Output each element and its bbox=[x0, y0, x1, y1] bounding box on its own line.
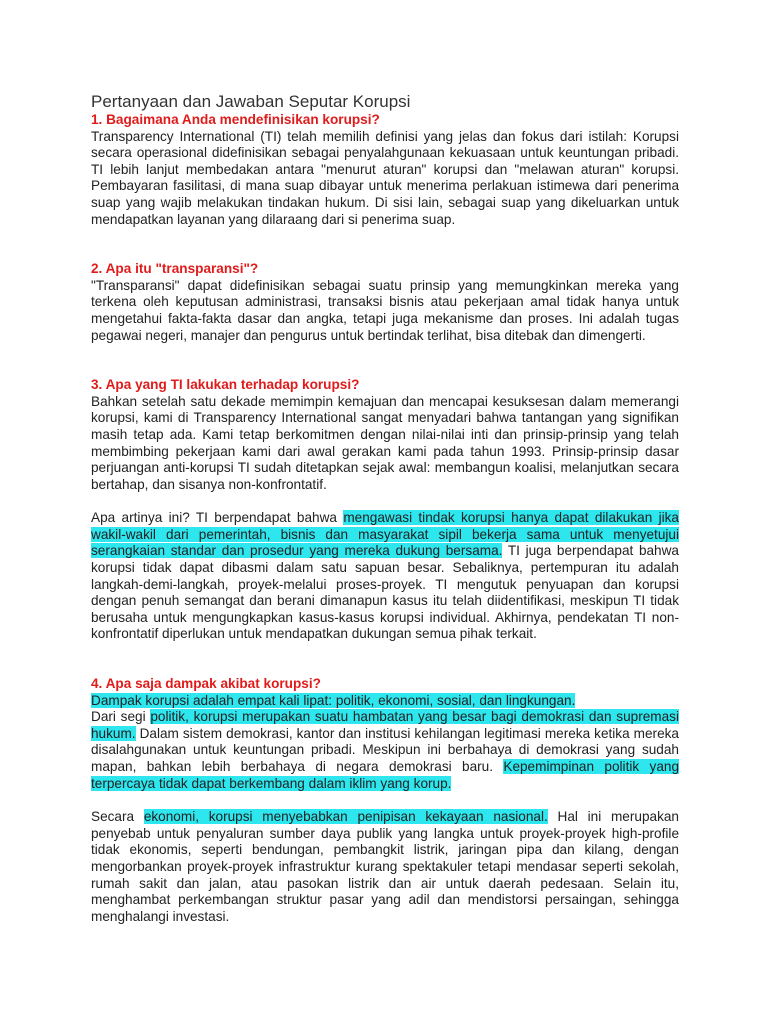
text-run: Dalam sistem demokrasi, kantor dan institusi kehilangan legitimasi mereka ketika mereka disalahgunakan untuk keuntungan pribadi. Meskipun ini berbahaya di demokrasi yang sudah mapan, bahkan lebih berbahaya di negara demokrasi baru. bbox=[91, 725, 679, 774]
highlighted-text: Dampak korupsi adalah empat kali lipat: politik, ekonomi, sosial, dan lingkungan. bbox=[91, 692, 576, 708]
text-run: Dari segi bbox=[91, 709, 151, 725]
document-title: Pertanyaan dan Jawaban Seputar Korupsi bbox=[91, 92, 411, 111]
answer-2-paragraph: "Transparansi" dapat didefinisikan sebagai suatu prinsip yang memungkinkan mereka yang terkena oleh keputusan administrasi, transaksi bisnis atau pekerjaan amal tidak hanya untuk mengetahui fakta-fakta dasar dan angka, tetapi juga mekanisme dan proses. Ini adalah tugas pegawai negeri, manajer dan pengurus untuk bertindak terlihat, bisa ditebak dan dimengerti. bbox=[91, 277, 679, 343]
text-run: Secara bbox=[91, 809, 144, 825]
spacer bbox=[91, 228, 679, 261]
answer-4-politics-paragraph bbox=[91, 709, 679, 792]
highlighted-text: politik, korupsi merupakan suatu hambatan yang besar bagi demokrasi dan supremasi hukum. bbox=[91, 709, 679, 741]
spacer bbox=[91, 792, 679, 809]
text-run: Apa artinya ini? TI berpendapat bahwa bbox=[91, 510, 344, 526]
spacer bbox=[91, 643, 679, 676]
question-3-heading: 3. Apa yang TI lakukan terhadap korupsi? bbox=[91, 377, 360, 393]
text-run: Hal ini merupakan penyebab untuk penyaluran sumber daya publik yang langka untuk proyek-proyek high-profile tidak ekonomis, seperti bendungan, pembangkit listrik, jaringan pipa dan kilang, dengan mengorbankan proyek-proyek infrastruktur kurang spektakuler tetapi mendasar seperti sekolah, rumah sakit dan jalan, atau pasokan listrik dan air untuk daerah pedesaan. Selain itu, menghambat perkembangan struktur pasar yang adil dan mendistorsi persaingan, sehingga menghalangi investasi. bbox=[91, 809, 679, 924]
question-2-heading: 2. Apa itu "transparansi"? bbox=[91, 261, 259, 277]
spacer bbox=[91, 344, 679, 377]
answer-3-paragraph-2 bbox=[91, 510, 679, 643]
spacer bbox=[91, 493, 679, 510]
question-1-heading: 1. Bagaimana Anda mendefinisikan korupsi? bbox=[91, 112, 380, 127]
highlighted-text: Kepemimpinan politik yang terpercaya tidak dapat berkembang dalam iklim yang korup. bbox=[91, 759, 679, 791]
answer-1-paragraph: Transparency International (TI) telah memilih definisi yang jelas dan fokus dari istilah: Korupsi secara operasional didefinisikan sebagai penyalahgunaan kekuasaan untuk keuntungan pribadi. TI lebih lanjut membedakan antara "menurut aturan" korupsi dan "melawan aturan" korupsi. Pembayaran fasilitasi, di mana suap dibayar untuk menerima perlakuan istimewa dari penerima suap yang wajib melakukan tindakan hukum. Di sisi lain, sebagai suap yang dikeluarkan untuk mendapatkan layanan yang dilaraang dari si penerima suap. bbox=[91, 128, 679, 227]
answer-4-economy-paragraph bbox=[91, 809, 679, 925]
highlighted-text: mengawasi tindak korupsi hanya dapat dilakukan jika wakil-wakil dari pemerintah, bisnis dan masyarakat sipil bekerja sama untuk menyetujui serangkaian standar dan prosedur yang mereka dukung bersama. bbox=[91, 510, 679, 559]
answer-4-summary bbox=[91, 693, 679, 710]
highlighted-text: ekonomi, korupsi menyebabkan penipisan kekayaan nasional. bbox=[143, 809, 548, 825]
text-run: TI juga berpendapat bahwa korupsi tidak dapat dibasmi dalam satu sapuan besar. Sebaliknya, pertempuran itu adalah langkah-demi-langkah, proyek-melalui proses-proyek. TI mengutuk penyuapan dan korupsi dengan penuh semangat dan berani dimanapun kasus itu telah diidentifikasi, meskipun TI tidak berusaha untuk mengungkapkan kasus-kasus korupsi individual. Akhirnya, pendekatan TI non-konfrontatif diperlukan untuk mendapatkan dukungan semua pihak terkait. bbox=[91, 543, 679, 642]
answer-3-paragraph-1: Bahkan setelah satu dekade memimpin kemajuan dan mencapai kesuksesan dalam memerangi korupsi, kami di Transparency International sangat menyadari bahwa tantangan yang signifikan masih tetap ada. Kami tetap berkomitmen dengan nilai-nilai inti dan prinsip-prinsip yang telah membimbing pekerjaan kami dari awal gerakan kami pada tahun 1993. Prinsip-prinsip dasar perjuangan anti-korupsi TI sudah ditetapkan sejak awal: membangun koalisi, melanjutkan secara bertahap, dan sisanya non-konfrontatif. bbox=[91, 393, 679, 492]
question-4-heading: 4. Apa saja dampak akibat korupsi? bbox=[91, 676, 321, 692]
document-page bbox=[91, 92, 679, 925]
